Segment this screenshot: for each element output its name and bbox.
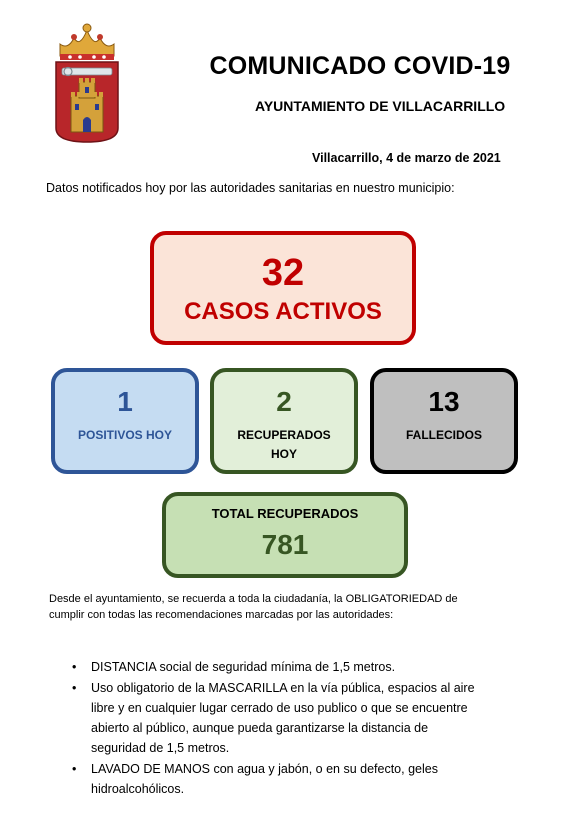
- list-item-line: LAVADO DE MANOS con agua y jabón, o en su defecto, geles: [91, 762, 438, 776]
- list-item-line: hidroalcohólicos.: [91, 782, 185, 796]
- list-item: [70, 759, 510, 799]
- deaths-card: [370, 368, 518, 474]
- reminder-line: cumplir con todas las recomendaciones marcadas por las autoridades:: [49, 609, 394, 621]
- bullet-icon: •: [72, 762, 77, 776]
- recommendations-list: [70, 657, 510, 800]
- reminder-line: Desde el ayuntamiento, se recuerda a toda la ciudadanía, la OBLIGATORIEDAD de: [49, 593, 458, 605]
- recovered-today-label: [214, 426, 354, 464]
- positives-today-label: POSITIVOS HOY: [77, 428, 173, 442]
- list-item-line: DISTANCIA social de seguridad mínima de 1,5 metros.: [91, 660, 396, 674]
- date-line: Villacarrillo, 4 de marzo de 2021: [312, 151, 501, 165]
- recovered-today-label-line2: HOY: [270, 447, 297, 461]
- list-item: [70, 657, 510, 677]
- list-item-line: seguridad de 1,5 metros.: [91, 741, 230, 755]
- total-recovered-label: TOTAL RECUPERADOS: [211, 506, 359, 521]
- list-item-line: Uso obligatorio de la MASCARILLA en la vía pública, espacios al aire: [91, 681, 475, 695]
- active-cases-label: CASOS ACTIVOS: [184, 298, 382, 325]
- reminder-text: [49, 591, 529, 623]
- total-recovered-value: 781: [261, 529, 309, 560]
- recovered-today-card: [210, 368, 358, 474]
- list-item-line: abierto al público, aunque pueda garantizarse la distancia de: [91, 721, 429, 735]
- intro-text: Datos notificados hoy por las autoridades sanitarias en nuestro municipio:: [46, 181, 455, 195]
- total-recovered-card: [162, 492, 408, 578]
- page-title: COMUNICADO COVID-19: [209, 52, 511, 80]
- positives-today-value: 1: [117, 386, 133, 417]
- bullet-icon: •: [72, 681, 77, 695]
- coat-of-arms-icon: [52, 20, 122, 146]
- active-cases-card: [150, 231, 416, 345]
- list-item: [70, 678, 510, 758]
- active-cases-value: 32: [261, 252, 305, 294]
- bullet-icon: •: [72, 660, 77, 674]
- positives-today-card: [51, 368, 199, 474]
- recovered-today-value: 2: [276, 386, 292, 417]
- page-subtitle: AYUNTAMIENTO DE VILLACARRILLO: [255, 98, 506, 114]
- deaths-label: FALLECIDOS: [405, 428, 482, 442]
- deaths-value: 13: [428, 386, 460, 417]
- list-item-line: libre y en cualquier lugar cerrado de uso publico o que se encuentre: [91, 701, 468, 715]
- recovered-today-label-line1: RECUPERADOS: [237, 428, 331, 442]
